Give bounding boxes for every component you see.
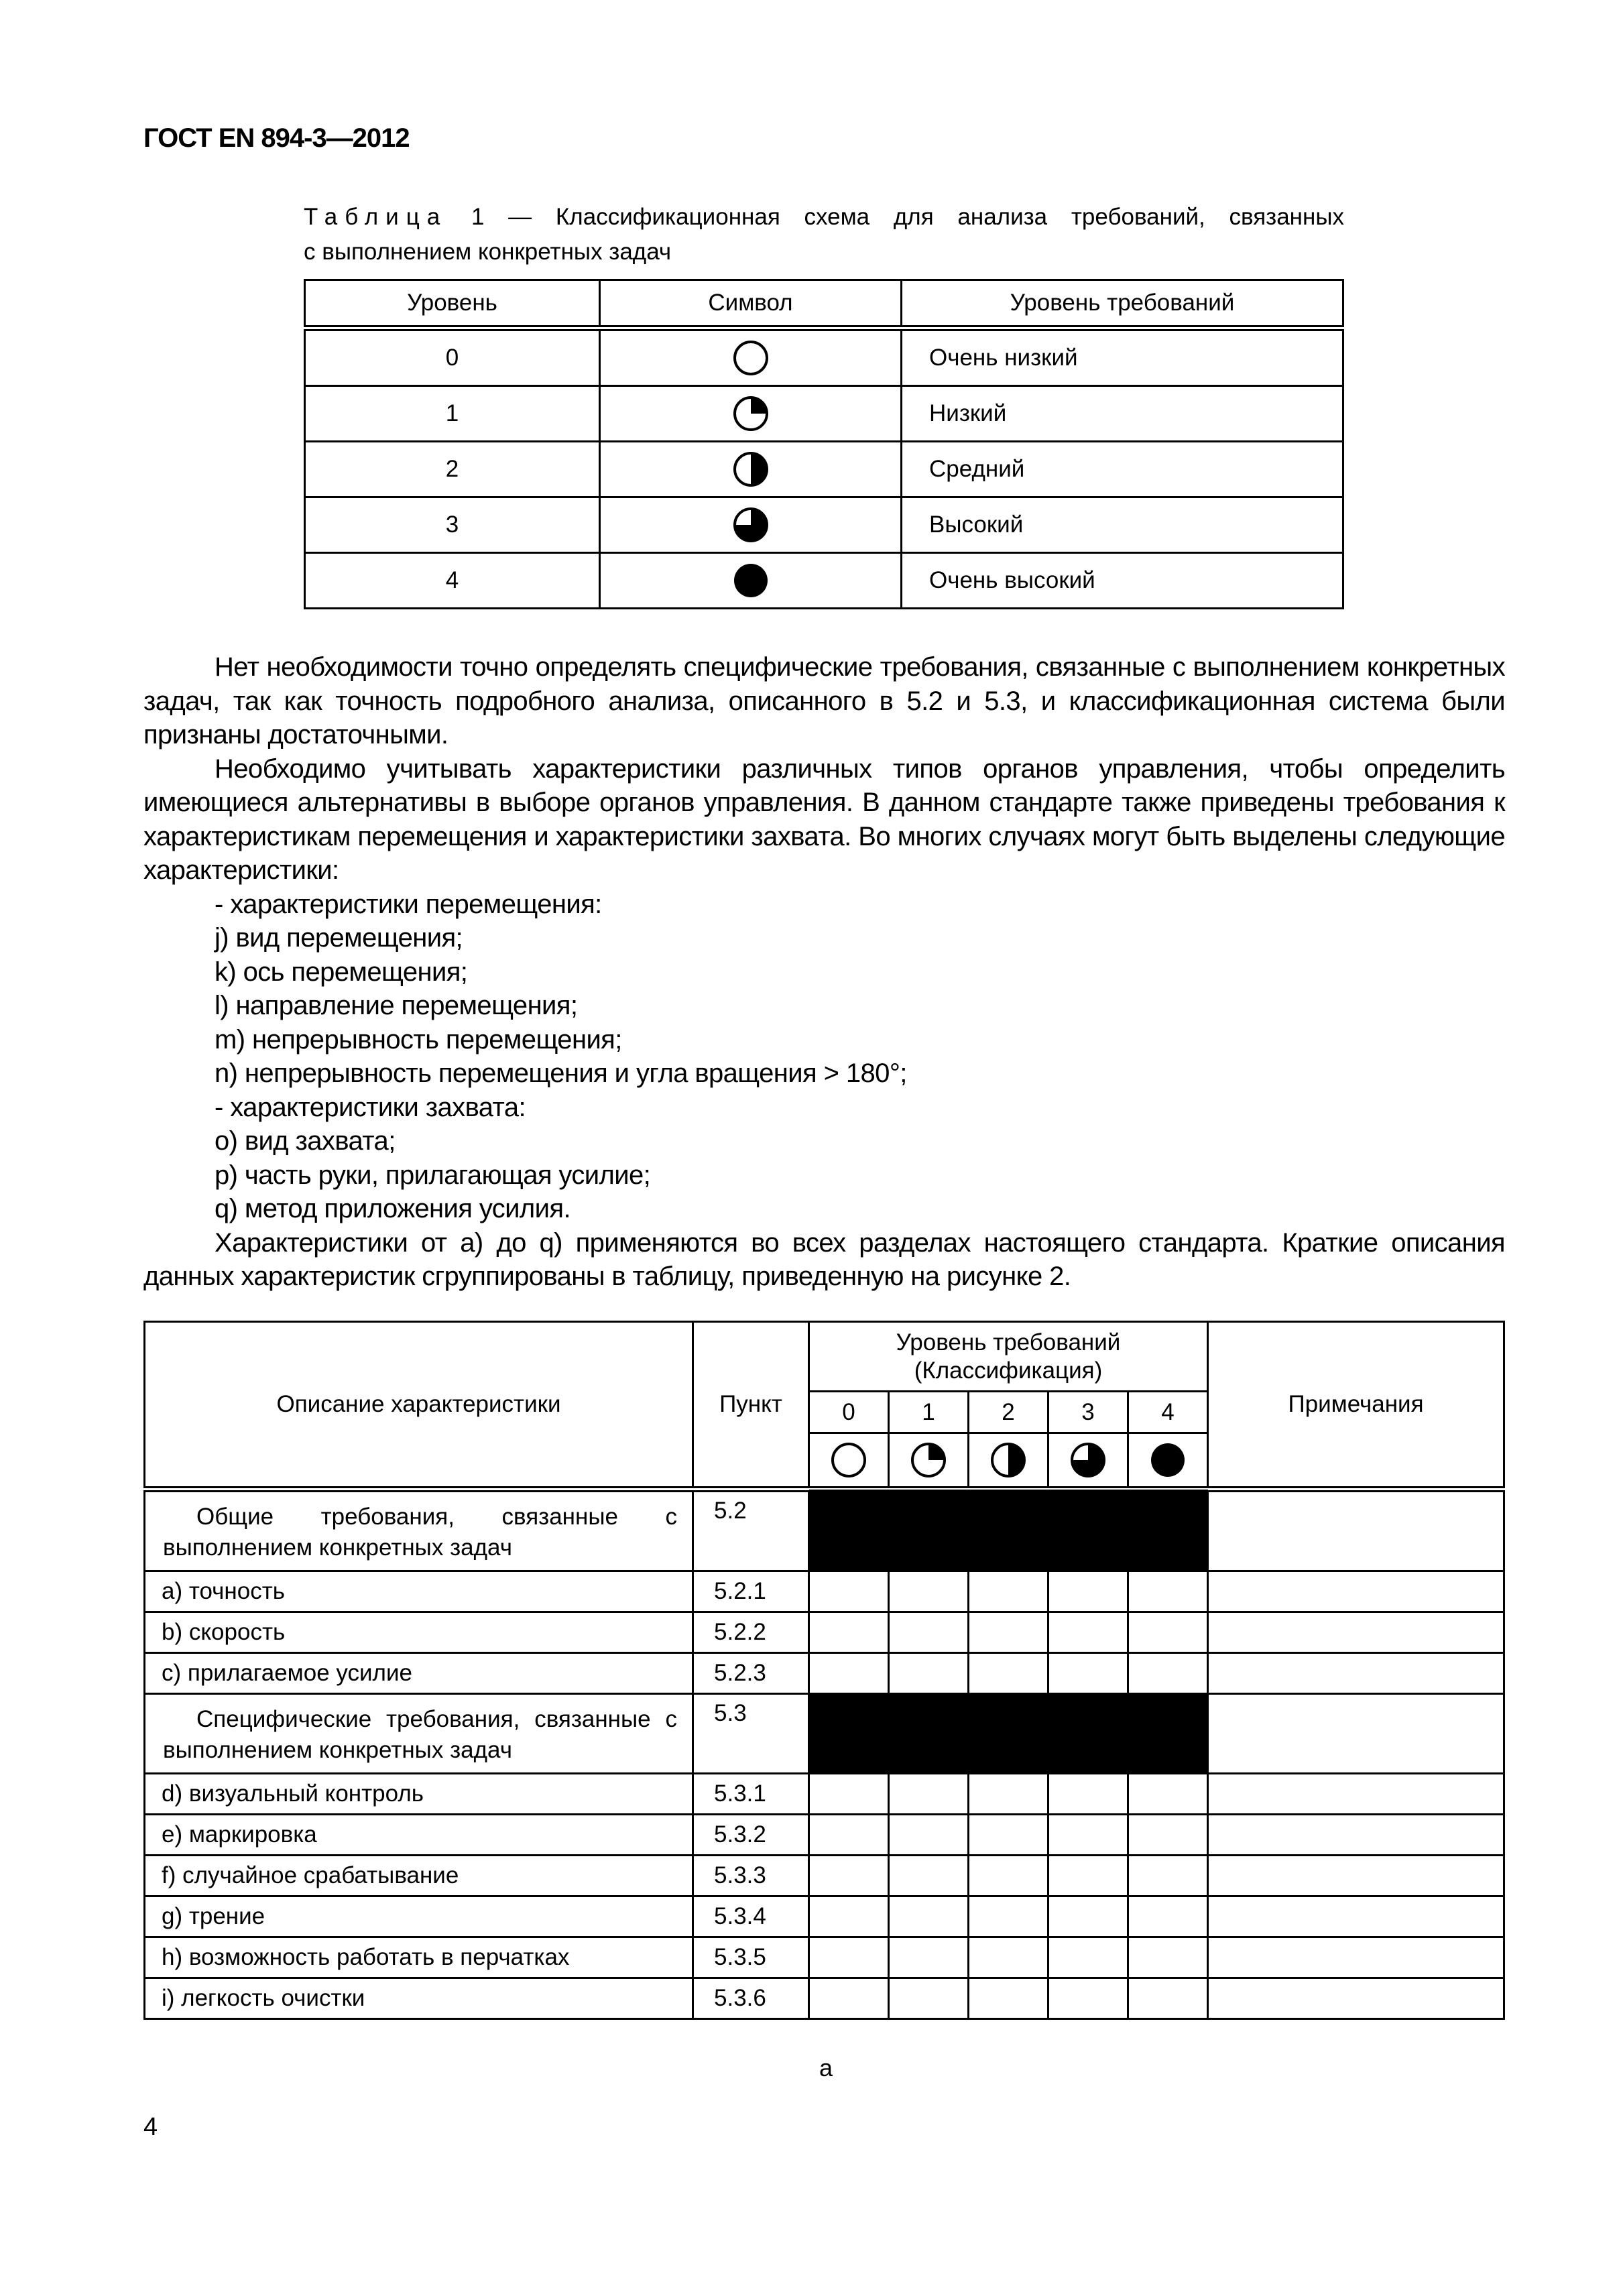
level-group-title: Уровень требований — [896, 1329, 1121, 1355]
level-cell — [809, 1978, 889, 2019]
level-cell — [1128, 1815, 1208, 1856]
group-description: Специфические требования, связанные с выполнением конкретных задач — [145, 1694, 693, 1774]
symbol-cell — [600, 553, 902, 609]
description-cell: e) маркировка — [145, 1815, 693, 1856]
symbol-cell — [809, 1433, 889, 1490]
level-cell — [969, 1815, 1048, 1856]
level-cell: 2 — [305, 442, 600, 497]
list-item: m) непрерывность перемещения; — [215, 1024, 622, 1054]
point-cell: 5.3.2 — [693, 1815, 809, 1856]
level-cell — [1048, 1896, 1128, 1937]
level-cell — [969, 1653, 1048, 1694]
description-cell: i) легкость очистки — [145, 1978, 693, 2019]
level-cell — [809, 1815, 889, 1856]
table1-header-row — [305, 280, 1343, 328]
level-cell — [889, 1571, 969, 1612]
level-cell — [1048, 1856, 1128, 1896]
notes-cell — [1208, 1978, 1504, 2019]
point-cell: 5.3.3 — [693, 1856, 809, 1896]
description-cell: g) трение — [145, 1896, 693, 1937]
level-cell — [889, 1774, 969, 1815]
requirement-cell: Очень высокий — [902, 553, 1343, 609]
level-cell — [889, 1978, 969, 2019]
table-row — [145, 1571, 1504, 1612]
characteristics-table — [143, 1321, 1505, 2020]
table-row — [145, 1896, 1504, 1937]
table-row — [305, 328, 1343, 386]
page-number: 4 — [143, 2113, 158, 2141]
list-item: k) ось перемещения; — [215, 957, 468, 987]
level-cell — [889, 1937, 969, 1978]
level-cell — [1048, 1937, 1128, 1978]
level-cell — [1128, 1978, 1208, 2019]
requirement-cell: Высокий — [902, 497, 1343, 553]
level-cell — [1048, 1774, 1128, 1815]
notes-cell — [1208, 1694, 1504, 1774]
level-cell — [889, 1856, 969, 1896]
level-cell — [1128, 1612, 1208, 1653]
notes-cell — [1208, 1612, 1504, 1653]
point-cell: 5.2 — [693, 1490, 809, 1571]
empty-circle-icon — [733, 340, 769, 376]
paragraph: Необходимо учитывать характеристики различных типов органов управления, чтобы определить имеющиеся альтернативы в выборе органов управления. В данном стандарте также приведены требования к характеристикам перемещения и характеристики захвата. Во многих случаях могут быть выделены следующие характеристики: — [143, 753, 1505, 885]
table-row — [145, 1856, 1504, 1896]
point-cell: 5.2.2 — [693, 1612, 809, 1653]
body-text — [143, 650, 1505, 1294]
level-number: 1 — [889, 1392, 969, 1433]
table-row — [145, 1653, 1504, 1694]
table-row — [305, 497, 1343, 553]
level-cell — [889, 1653, 969, 1694]
quarter-circle-icon — [910, 1442, 947, 1478]
level-cell — [969, 1937, 1048, 1978]
level-cell — [1048, 1815, 1128, 1856]
paragraph: Характеристики от a) до q) применяются во всех разделах настоящего стандарта. Краткие описания данных характеристик сгруппированы в таблицу, приведенную на рисунке 2. — [143, 1227, 1505, 1291]
table1-col-level: Уровень — [305, 280, 600, 328]
table2-col-description: Описание характеристики — [145, 1322, 693, 1490]
symbol-cell — [1128, 1433, 1208, 1490]
level-cell — [809, 1774, 889, 1815]
level-number: 4 — [1128, 1392, 1208, 1433]
notes-cell — [1208, 1937, 1504, 1978]
table-row — [145, 1815, 1504, 1856]
notes-cell — [1208, 1774, 1504, 1815]
table2-col-point: Пункт — [693, 1322, 809, 1490]
level-cell: 0 — [305, 328, 600, 386]
level-cell — [1128, 1571, 1208, 1612]
list-item: - характеристики перемещения: — [215, 889, 602, 919]
level-cell — [809, 1612, 889, 1653]
level-cell — [1048, 1978, 1128, 2019]
three-quarter-circle-icon — [733, 507, 769, 543]
notes-cell — [1208, 1896, 1504, 1937]
description-cell: b) скорость — [145, 1612, 693, 1653]
point-cell: 5.2.1 — [693, 1571, 809, 1612]
notes-cell — [1208, 1653, 1504, 1694]
table1-caption-word: Таблица — [304, 204, 448, 230]
level-cell — [809, 1937, 889, 1978]
level-cell — [1128, 1937, 1208, 1978]
level-cell: 4 — [305, 553, 600, 609]
point-cell: 5.3 — [693, 1694, 809, 1774]
full-circle-icon — [1150, 1442, 1186, 1478]
table-row — [145, 1978, 1504, 2019]
group-description: Общие требования, связанные с выполнением конкретных задач — [145, 1490, 693, 1571]
table2-col-level-group — [809, 1322, 1208, 1392]
level-number: 3 — [1048, 1392, 1128, 1433]
table2-header-row — [145, 1322, 1504, 1392]
list-item: p) часть руки, прилагающая усилие; — [215, 1160, 651, 1190]
level-cell — [969, 1896, 1048, 1937]
symbol-cell — [600, 497, 902, 553]
notes-cell — [1208, 1571, 1504, 1612]
paragraph: Нет необходимости точно определять специфические требования, связанные с выполнением конкретных задач, так как точность подробного анализа, описанного в 5.2 и 5.3, и классификационная система были признаны достаточными. — [143, 652, 1505, 749]
table1-caption-title: 1 — Классификационная схема для анализа требований, связанных — [447, 204, 1344, 230]
symbol-cell — [600, 442, 902, 497]
table1-caption-line2: с выполнением конкретных задач — [304, 239, 672, 265]
point-cell: 5.3.4 — [693, 1896, 809, 1937]
level-cell — [889, 1815, 969, 1856]
level-cell — [969, 1856, 1048, 1896]
point-cell: 5.3.5 — [693, 1937, 809, 1978]
symbol-cell — [1048, 1433, 1128, 1490]
table-row — [305, 553, 1343, 609]
level-cell — [1048, 1571, 1128, 1612]
table-row — [145, 1612, 1504, 1653]
requirement-cell: Средний — [902, 442, 1343, 497]
point-cell: 5.2.3 — [693, 1653, 809, 1694]
half-circle-icon — [990, 1442, 1026, 1478]
point-cell: 5.3.6 — [693, 1978, 809, 2019]
description-cell: d) визуальный контроль — [145, 1774, 693, 1815]
table-row — [305, 386, 1343, 442]
level-cell — [969, 1774, 1048, 1815]
level-cell — [809, 1896, 889, 1937]
empty-circle-icon — [831, 1442, 867, 1478]
level-cell — [1048, 1612, 1128, 1653]
document-code: ГОСТ EN 894-3—2012 — [143, 123, 410, 153]
level-cell — [969, 1571, 1048, 1612]
table1-col-requirement: Уровень требований — [902, 280, 1343, 328]
level-cell — [889, 1612, 969, 1653]
level-cell: 1 — [305, 386, 600, 442]
level-cell — [1048, 1653, 1128, 1694]
level-fill-black — [809, 1694, 1208, 1774]
description-cell: h) возможность работать в перчатках — [145, 1937, 693, 1978]
full-circle-icon — [733, 562, 769, 599]
requirement-cell: Низкий — [902, 386, 1343, 442]
table-row — [145, 1774, 1504, 1815]
level-cell: 3 — [305, 497, 600, 553]
requirement-cell: Очень низкий — [902, 328, 1343, 386]
table-row — [305, 442, 1343, 497]
table1-col-symbol: Символ — [600, 280, 902, 328]
symbol-cell — [969, 1433, 1048, 1490]
point-cell: 5.3.1 — [693, 1774, 809, 1815]
group-row — [145, 1694, 1504, 1774]
group-row — [145, 1490, 1504, 1571]
symbol-cell — [889, 1433, 969, 1490]
description-cell: f) случайное срабатывание — [145, 1856, 693, 1896]
list-item: n) непрерывность перемещения и угла вращения > 180°; — [215, 1059, 907, 1088]
level-cell — [1128, 1653, 1208, 1694]
figure-label: а — [819, 2054, 833, 2081]
list-item: q) метод приложения усилия. — [215, 1194, 570, 1223]
level-number: 0 — [809, 1392, 889, 1433]
description-cell: a) точность — [145, 1571, 693, 1612]
classification-table — [304, 279, 1344, 609]
level-cell — [1128, 1896, 1208, 1937]
level-cell — [1128, 1856, 1208, 1896]
level-number: 2 — [969, 1392, 1048, 1433]
list-item: o) вид захвата; — [215, 1126, 396, 1156]
symbol-cell — [600, 386, 902, 442]
notes-cell — [1208, 1815, 1504, 1856]
notes-cell — [1208, 1490, 1504, 1571]
level-cell — [889, 1896, 969, 1937]
list-item: l) направление перемещения; — [215, 991, 578, 1020]
half-circle-icon — [733, 451, 769, 487]
description-cell: c) прилагаемое усилие — [145, 1653, 693, 1694]
level-fill-black — [809, 1490, 1208, 1571]
list-item: - характеристики захвата: — [215, 1092, 526, 1122]
quarter-circle-icon — [733, 396, 769, 432]
level-cell — [969, 1612, 1048, 1653]
level-group-subtitle: (Классификация) — [914, 1357, 1103, 1384]
notes-cell — [1208, 1856, 1504, 1896]
table-row — [145, 1937, 1504, 1978]
table2-col-notes: Примечания — [1208, 1322, 1504, 1490]
level-cell — [969, 1978, 1048, 2019]
level-cell — [1128, 1774, 1208, 1815]
three-quarter-circle-icon — [1070, 1442, 1106, 1478]
symbol-cell — [600, 328, 902, 386]
level-cell — [809, 1856, 889, 1896]
level-cell — [809, 1653, 889, 1694]
level-cell — [809, 1571, 889, 1612]
table1-caption — [304, 200, 1344, 269]
list-item: j) вид перемещения; — [215, 923, 463, 953]
